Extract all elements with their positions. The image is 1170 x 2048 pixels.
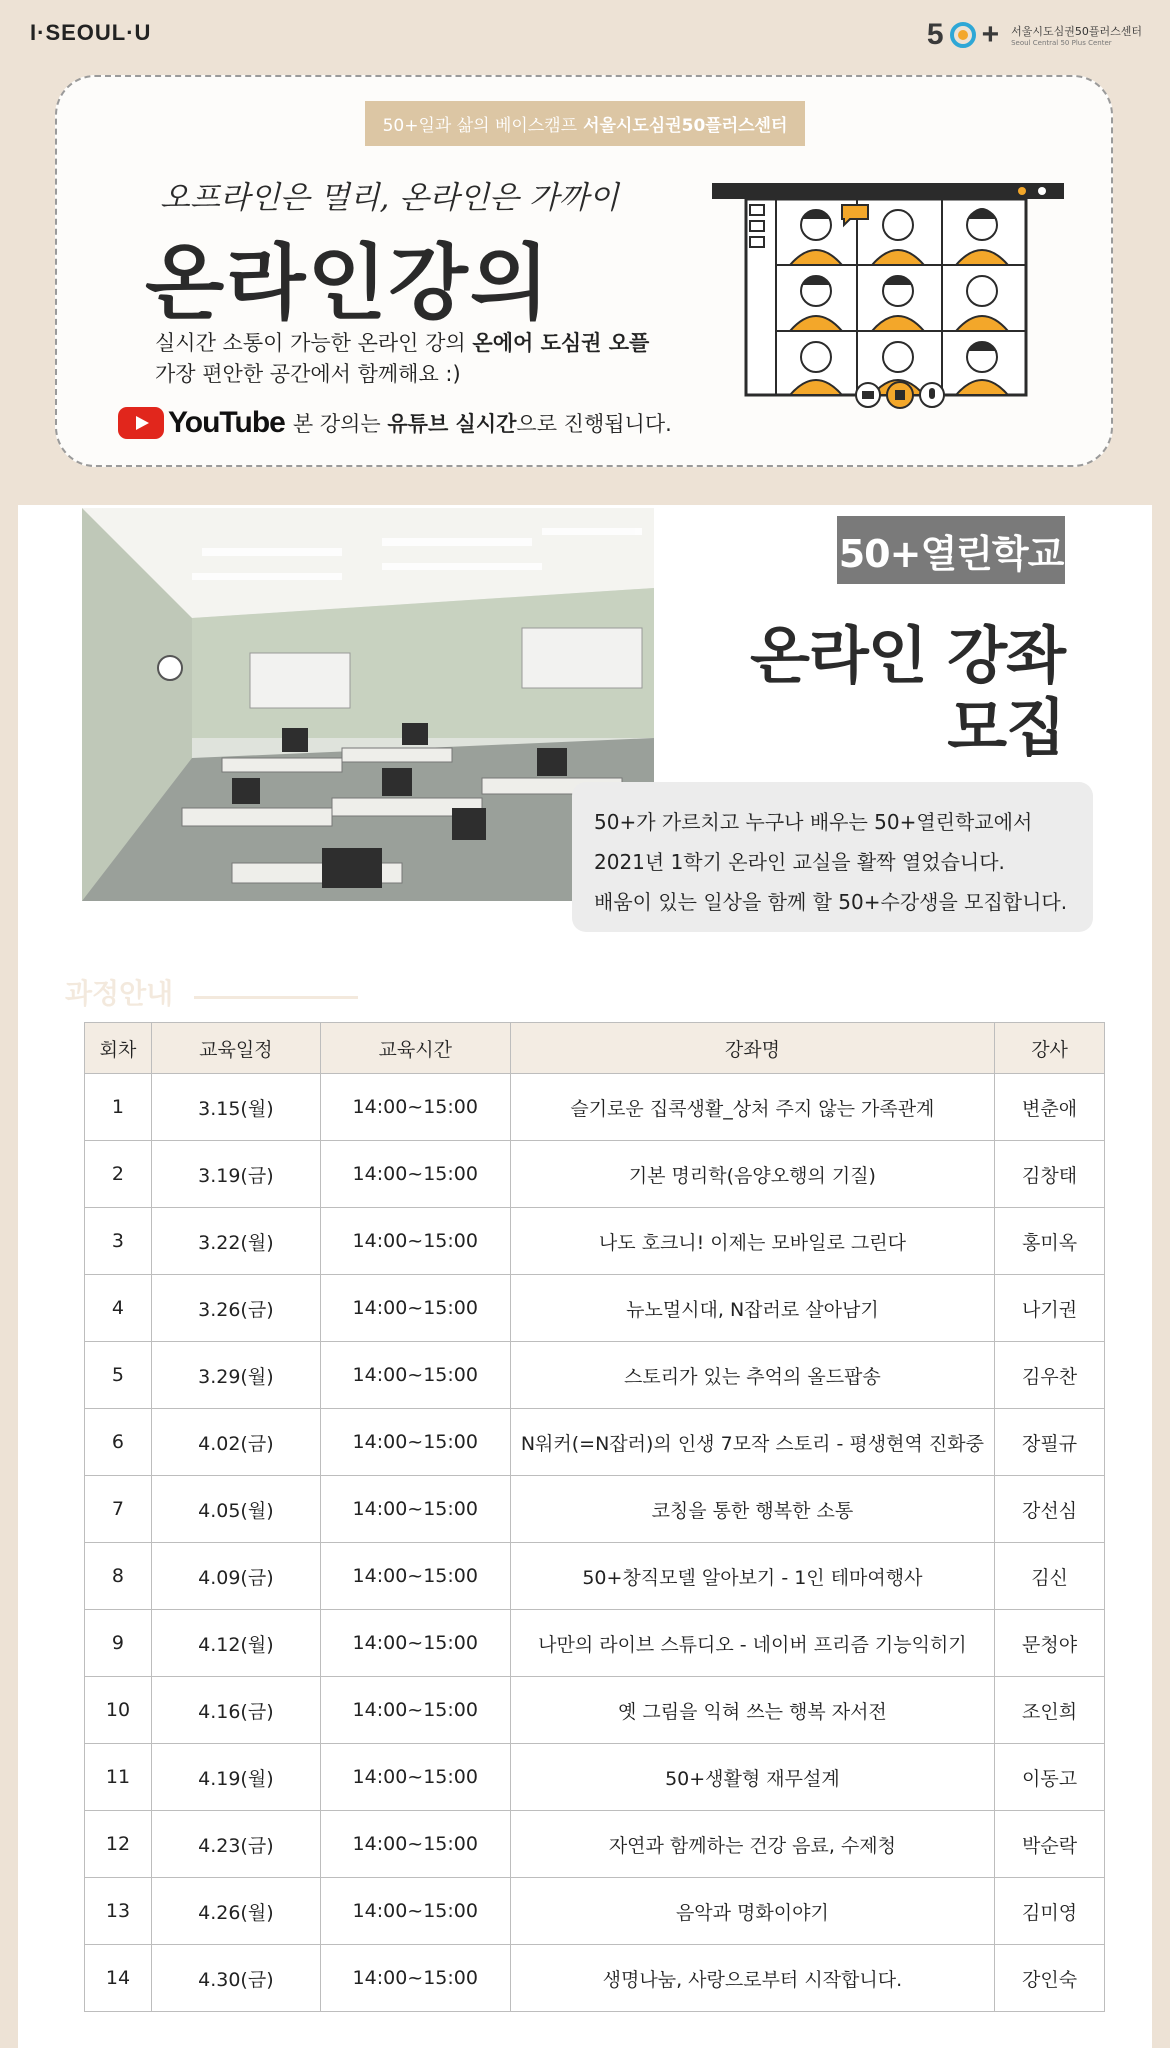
col-header-instructor: 강사 [995,1023,1105,1074]
cell-session: 14 [85,1945,152,2012]
description-box [572,782,1093,932]
col-header-time: 교육시간 [320,1023,510,1074]
cell-session: 13 [85,1878,152,1945]
hero-desc-line1-normal: 실시간 소통이 가능한 온라인 강의 [155,331,466,355]
cell-instructor: 장필규 [995,1409,1105,1476]
open-school-tag: 50+열린학교 [837,516,1065,584]
main-title-line1: 온라인 강좌 [749,619,1065,692]
center-logo-num: 5 [926,18,944,51]
table-row [85,1208,1105,1275]
hero-desc-line2: 가장 편안한 공간에서 함께해요 :) [155,362,461,386]
cell-date: 4.23(금) [151,1811,320,1878]
cell-instructor: 변춘애 [995,1074,1105,1141]
hero-title: 온라인강의 [145,236,552,331]
cell-instructor: 이동고 [995,1744,1105,1811]
table-row [85,1074,1105,1141]
main-title-line2: 모집 [947,691,1065,764]
cell-time: 14:00~15:00 [320,1342,510,1409]
cell-course: 기본 명리학(음양오행의 기질) [510,1141,994,1208]
cell-session: 7 [85,1476,152,1543]
main-title [750,620,1065,764]
cell-instructor: 박순락 [995,1811,1105,1878]
cell-time: 14:00~15:00 [320,1476,510,1543]
cell-course: 나도 호크니! 이제는 모바일로 그린다 [510,1208,994,1275]
yt-text-1: 본 강의는 [292,412,381,436]
section-divider [194,996,358,999]
cell-session: 4 [85,1275,152,1342]
cell-instructor: 조인희 [995,1677,1105,1744]
cell-date: 4.30(금) [151,1945,320,2012]
cell-instructor: 나기권 [995,1275,1105,1342]
cell-instructor: 김우찬 [995,1342,1105,1409]
cell-instructor: 김미영 [995,1878,1105,1945]
table-row [85,1141,1105,1208]
cell-course: 슬기로운 집콕생활_상처 주지 않는 가족관계 [510,1074,994,1141]
col-header-date: 교육일정 [151,1023,320,1074]
cell-course: 나만의 라이브 스튜디오 - 네이버 프리즘 기능익히기 [510,1610,994,1677]
classroom-photo [82,508,654,901]
hero-description [155,328,649,390]
table-row [85,1744,1105,1811]
cell-instructor: 홍미옥 [995,1208,1105,1275]
description-line: 2021년 1학기 온라인 교실을 활짝 열었습니다. [594,850,1005,874]
cell-date: 4.19(월) [151,1744,320,1811]
cell-date: 4.09(금) [151,1543,320,1610]
cell-session: 2 [85,1141,152,1208]
col-header-session: 회차 [85,1023,152,1074]
cell-date: 3.22(월) [151,1208,320,1275]
center-logo-text [1011,23,1142,47]
cell-date: 3.15(월) [151,1074,320,1141]
center-logo-name: 서울시도심권50플러스센터 [1011,25,1142,38]
col-header-course: 강좌명 [510,1023,994,1074]
cell-session: 11 [85,1744,152,1811]
table-row [85,1945,1105,2012]
table-row [85,1677,1105,1744]
hero-badge-normal: 50+일과 삶의 베이스캠프 [382,116,578,136]
cell-course: 50+창직모델 알아보기 - 1인 테마여행사 [510,1543,994,1610]
cell-session: 5 [85,1342,152,1409]
seoul-logo-text: I·SEOUL·U [30,20,152,45]
yt-text-bold: 유튜브 실시간 [387,412,517,436]
hero-desc-line1-bold: 온에어 도심권 오플 [472,331,650,355]
seoul-logo[interactable] [30,20,151,46]
cell-date: 3.19(금) [151,1141,320,1208]
cell-course: 자연과 함께하는 건강 음료, 수제청 [510,1811,994,1878]
cell-session: 9 [85,1610,152,1677]
table-row [85,1543,1105,1610]
cell-instructor: 김창태 [995,1141,1105,1208]
table-row [85,1409,1105,1476]
hero-desc-line1 [155,328,649,359]
course-table [84,1022,1105,2012]
cell-course: 코칭을 통한 행복한 소통 [510,1476,994,1543]
cell-course: 스토리가 있는 추억의 올드팝송 [510,1342,994,1409]
cell-time: 14:00~15:00 [320,1878,510,1945]
youtube-notice [118,406,672,440]
hero-badge [365,101,805,146]
cell-instructor: 문청야 [995,1610,1105,1677]
table-header-row [85,1023,1105,1074]
cell-time: 14:00~15:00 [320,1275,510,1342]
cell-session: 8 [85,1543,152,1610]
cell-time: 14:00~15:00 [320,1677,510,1744]
cell-session: 6 [85,1409,152,1476]
table-row [85,1476,1105,1543]
cell-time: 14:00~15:00 [320,1074,510,1141]
cell-time: 14:00~15:00 [320,1141,510,1208]
center-logo-plus: + [981,18,1000,51]
cell-time: 14:00~15:00 [320,1811,510,1878]
cell-course: N워커(=N잡러)의 인생 7모작 스토리 - 평생현역 진화중 [510,1409,994,1476]
table-row [85,1275,1105,1342]
center-logo[interactable] [927,18,1142,52]
cell-date: 4.05(월) [151,1476,320,1543]
center-logo-ring-icon [950,22,976,48]
cell-time: 14:00~15:00 [320,1744,510,1811]
cell-time: 14:00~15:00 [320,1543,510,1610]
cell-course: 50+생활형 재무설계 [510,1744,994,1811]
table-row [85,1342,1105,1409]
cell-instructor: 강선심 [995,1476,1105,1543]
cell-course: 옛 그림을 익혀 쓰는 행복 자서전 [510,1677,994,1744]
cell-time: 14:00~15:00 [320,1208,510,1275]
cell-session: 12 [85,1811,152,1878]
center-logo-sub: Seoul Central 50 Plus Center [1011,39,1112,47]
cell-time: 14:00~15:00 [320,1610,510,1677]
cell-course: 생명나눔, 사랑으로부터 시작합니다. [510,1945,994,2012]
table-row [85,1878,1105,1945]
table-row [85,1610,1105,1677]
cell-date: 3.29(월) [151,1342,320,1409]
youtube-notice-text [293,408,672,438]
cell-time: 14:00~15:00 [320,1945,510,2012]
youtube-play-icon [118,407,164,439]
cell-session: 10 [85,1677,152,1744]
youtube-wordmark: YouTube [168,406,285,439]
cell-date: 4.02(금) [151,1409,320,1476]
section-label: 과정안내 [65,977,174,1010]
cell-session: 1 [85,1074,152,1141]
hero-handwriting: 오프라인은 멀리, 온라인은 가까이 [160,180,619,216]
cell-instructor: 김신 [995,1543,1105,1610]
cell-date: 3.26(금) [151,1275,320,1342]
cell-instructor: 강인숙 [995,1945,1105,2012]
cell-session: 3 [85,1208,152,1275]
cell-date: 4.16(금) [151,1677,320,1744]
cell-course: 뉴노멀시대, N잡러로 살아남기 [510,1275,994,1342]
description-line: 배움이 있는 일상을 함께 할 50+수강생을 모집합니다. [594,890,1068,914]
cell-date: 4.26(월) [151,1878,320,1945]
table-row [85,1811,1105,1878]
cell-time: 14:00~15:00 [320,1409,510,1476]
video-call-illustration [712,183,1064,411]
yt-text-2: 으로 진행됩니다. [516,412,672,436]
cell-course: 음악과 명화이야기 [510,1878,994,1945]
cell-date: 4.12(월) [151,1610,320,1677]
hero-badge-bold: 서울시도심권50플러스센터 [583,116,788,136]
description-line: 50+가 가르치고 누구나 배우는 50+열린학교에서 [594,810,1033,834]
